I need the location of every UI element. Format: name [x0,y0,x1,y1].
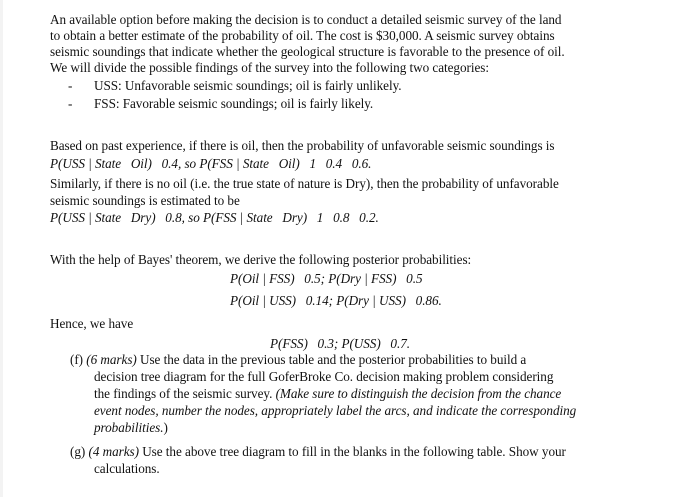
question-text: Use the data in the previous table and the posterior probabilities to build a [140,352,527,367]
question-marks: (6 marks) [86,352,137,367]
marginal-probabilities: P(FSS) 0.3; P(USS) 0.7. [270,336,411,351]
question-g-line-1 [70,444,566,459]
bayes-intro: With the help of Bayes' theorem, we derive the following posterior probabilities: [50,252,472,267]
question-f-line-2: decision tree diagram for the full GoferBroke Co. decision making problem considering [94,369,554,384]
question-text-plain: ) [163,420,168,435]
oil-case-formula: P(USS | State Oil) 0.4, so P(FSS | State Oil) 1 0.4 0.6. [50,156,372,171]
question-g-line-2: calculations. [94,461,160,476]
posterior-fss: P(Oil | FSS) 0.5; P(Dry | FSS) 0.5 [230,271,423,286]
bullet-dash: - [68,78,73,93]
dry-case-line-2: seismic soundings is estimated to be [50,193,240,208]
category-uss [68,78,402,93]
question-text: Use the above tree diagram to fill in the blanks in the following table. Show your [142,444,566,459]
question-text-italic: event nodes, number the nodes, appropriately label the arcs, and indicate the corresponding [94,403,577,418]
question-f-line-4 [94,403,576,418]
question-marks: (4 marks) [88,444,139,459]
left-edge-shadow [0,0,3,497]
category-text: USS: Unfavorable seismic soundings; oil is fairly unlikely. [94,78,402,93]
question-text-italic: (Make sure to distinguish the decision from the chance [275,386,562,401]
intro-line-4: We will divide the possible findings of the survey into the following two categories: [50,60,489,75]
intro-line-1: An available option before making the decision is to conduct a detailed seismic survey of the land [50,12,562,27]
question-text-italic: probabilities. [94,420,164,435]
question-f-line-1 [70,352,526,367]
dry-case-formula: P(USS | State Dry) 0.8, so P(FSS | State Dry) 1 0.8 0.2. [50,210,379,225]
posterior-uss: P(Oil | USS) 0.14; P(Dry | USS) 0.86. [230,293,442,308]
question-f-line-3 [94,386,561,401]
oil-case-line: Based on past experience, if there is oil, then the probability of unfavorable seismic soundings is [50,138,555,153]
question-number: (f) [70,352,84,367]
dry-case-line-1: Similarly, if there is no oil (i.e. the true state of nature is Dry), then the probability of unfavorable [50,176,559,191]
category-fss [68,96,373,111]
intro-line-2: to obtain a better estimate of the probability of oil. The cost is $30,000. A seismic survey obtains [50,28,555,43]
bullet-dash: - [68,96,73,111]
intro-line-3: seismic soundings that indicate whether the geological structure is favorable to the presence of oil. [50,44,565,59]
question-number: (g) [70,444,86,459]
question-f-line-5 [94,420,168,435]
question-text-plain: the findings of the seismic survey. [94,386,276,401]
category-text: FSS: Favorable seismic soundings; oil is fairly likely. [94,96,374,111]
hence-label: Hence, we have [50,316,134,331]
